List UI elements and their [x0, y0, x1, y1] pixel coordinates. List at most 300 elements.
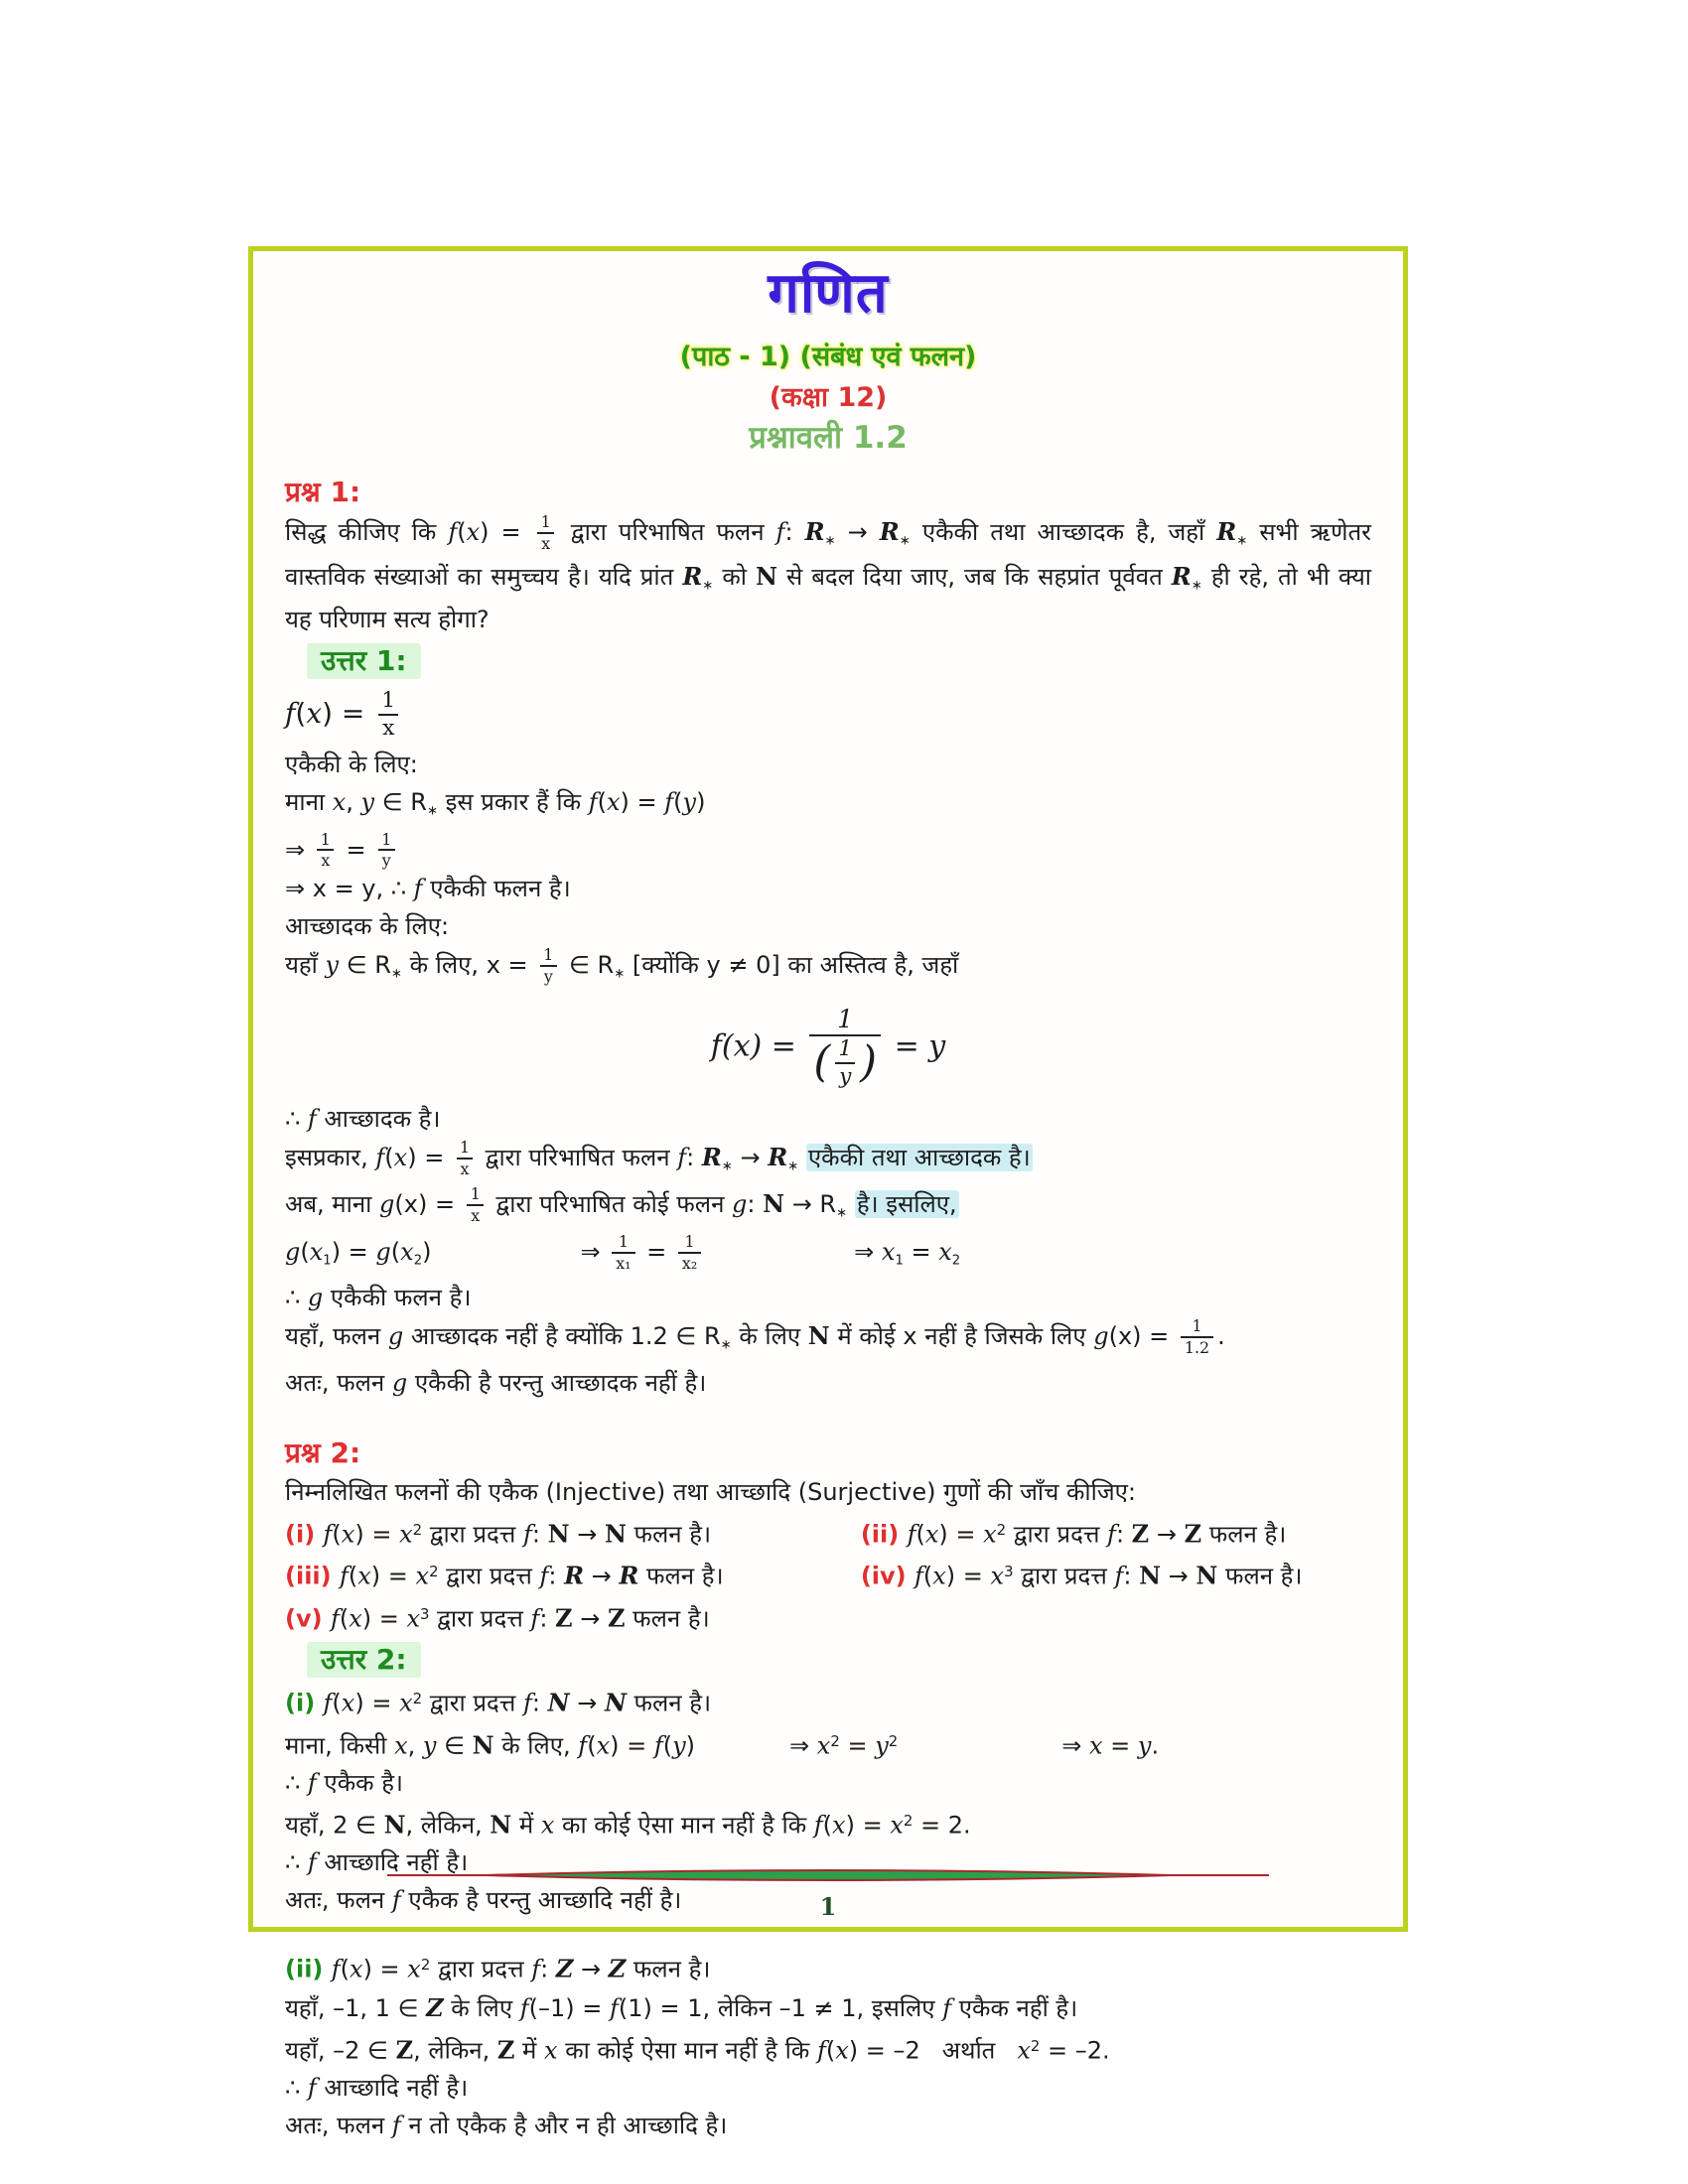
math-token: 2	[429, 1563, 439, 1581]
math-token: 2	[413, 1253, 423, 1269]
math-token: f	[307, 2074, 317, 2103]
text-run: (	[673, 787, 683, 816]
math-token: f	[530, 1604, 540, 1633]
math-token: x	[932, 1562, 946, 1590]
fraction-denominator: x₂	[678, 1252, 701, 1272]
text-run: )	[696, 787, 706, 816]
math-token: f	[1107, 1520, 1116, 1549]
text-run: से बदल दिया जाए, जब कि सहप्रांत पूर्ववत	[776, 562, 1172, 591]
text-run: ) =	[938, 1520, 984, 1549]
text-run: उत्तर 2:	[321, 1643, 407, 1677]
text-run: एकैकी है परन्तु आच्छादक नहीं है।	[407, 1368, 707, 1397]
text-run: (1) = 1, लेकिन –1 ≠ 1, इसलिए	[618, 1993, 943, 2022]
math-token: x	[306, 697, 323, 731]
answer-2-ii-final	[285, 2109, 1371, 2143]
fraction-numerator: 1	[543, 945, 554, 965]
text-run: फलन है।	[626, 1689, 712, 1717]
text-run: ) =	[620, 787, 665, 816]
text-run: एकैकी के लिए:	[285, 750, 418, 778]
subtitle-class: (कक्षा 12)	[769, 382, 888, 413]
text-run: एकैक है।	[316, 1768, 404, 1797]
answer-1-function-eq	[285, 690, 1371, 740]
text-run: ) =	[945, 1562, 991, 1590]
text-run: द्वारा प्रदत्त	[1006, 1520, 1108, 1549]
page-title: गणित	[768, 261, 889, 326]
fraction-numerator: 1	[837, 1004, 854, 1034]
math-token: x	[544, 2036, 558, 2065]
math-token: (v)	[285, 1604, 331, 1633]
math-token: f	[413, 875, 423, 903]
lens-divider-icon	[253, 1864, 1403, 1890]
text-run: द्वारा परिभाषित फलन	[558, 518, 776, 546]
text-run: :	[747, 1190, 764, 1219]
fraction-numerator: 1	[381, 688, 396, 714]
math-token: Z	[608, 1954, 627, 1983]
text-run: अतः, फलन	[285, 2112, 392, 2140]
text-run: (x) =	[1108, 1322, 1177, 1351]
question-2-items-row-2	[285, 1555, 1371, 1593]
text-run: द्वारा प्रदत्त	[430, 1955, 532, 1983]
text-run: ) =	[322, 697, 374, 731]
fraction-numerator: 1	[381, 829, 392, 849]
text-run: उत्तर 1:	[321, 644, 407, 678]
text-run: द्वारा प्रदत्त	[429, 1604, 531, 1633]
answer-label-pill	[307, 1642, 421, 1678]
fraction-numerator: 1	[618, 1231, 629, 1251]
text-run: (	[825, 2036, 836, 2065]
math-token: x	[406, 1604, 421, 1633]
text-run: ∴	[285, 1848, 308, 1877]
text-run: एकैकी फलन है।	[323, 1284, 472, 1312]
math-token: Z	[555, 1954, 574, 1983]
math-token: ∗	[1236, 533, 1248, 549]
fraction-denominator: x	[378, 714, 398, 740]
math-token: f	[307, 1848, 317, 1877]
math-token: (ii)	[860, 1520, 908, 1549]
math-token: R	[564, 1561, 585, 1590]
math-token: )	[860, 1037, 878, 1088]
text-run: ⇒	[580, 1237, 609, 1266]
text-run: (	[340, 1955, 351, 1983]
text-run: f(x) =	[710, 1028, 806, 1064]
math-token: x	[924, 1520, 939, 1549]
math-token: x	[832, 1811, 846, 1840]
math-token: x	[606, 787, 621, 816]
math-token: 2	[1030, 2036, 1041, 2055]
text-run: ∈ R	[561, 951, 615, 980]
math-token: ∗	[721, 1159, 733, 1174]
text-run: =	[839, 1730, 876, 1759]
math-token: 2	[888, 1731, 899, 1750]
math-token: f	[664, 787, 674, 816]
text-run: फलन है।	[638, 1562, 724, 1590]
math-token: R	[1216, 517, 1237, 546]
one-one-conclusion	[285, 872, 1371, 906]
math-token: N	[490, 1810, 512, 1840]
math-token: Z	[395, 2035, 414, 2065]
text-run: = 2.	[913, 1811, 971, 1840]
text-run: :	[548, 1562, 565, 1590]
text-run: यहाँ	[285, 951, 326, 980]
math-token: R	[804, 517, 825, 546]
math-token: y	[672, 1730, 686, 1759]
answer-2-ii-not-onto-reason	[285, 2029, 1371, 2068]
text-run: में	[511, 1811, 541, 1840]
math-token: x	[890, 1811, 904, 1840]
page-border-frame	[248, 246, 1408, 2140]
math-token: 2	[830, 1731, 840, 1750]
text-run: , लेकिन,	[413, 2036, 497, 2065]
one-one-step	[285, 829, 1371, 871]
math-token: x	[881, 1237, 896, 1266]
math-token: f	[330, 1604, 340, 1633]
math-token: R	[682, 561, 703, 591]
math-fraction	[612, 1231, 634, 1273]
math-token: x	[394, 1730, 408, 1759]
math-token: g	[379, 1190, 395, 1219]
answer-2-label	[285, 1642, 1371, 1679]
math-token: f	[331, 1955, 341, 1983]
text-run: →	[569, 1520, 605, 1549]
math-token: x	[309, 1237, 324, 1266]
math-token: x	[1088, 1730, 1103, 1759]
question-1-text	[285, 514, 1371, 637]
text-run: फलन है।	[626, 1520, 712, 1549]
math-token: N	[604, 1519, 627, 1549]
text-run: (	[300, 1237, 310, 1266]
text-run	[798, 1144, 806, 1171]
math-token: y	[875, 1730, 889, 1759]
math-token: f	[914, 1562, 923, 1590]
answer-label-pill	[307, 643, 421, 679]
text-run: का कोई ऐसा मान नहीं है कि	[554, 1811, 814, 1840]
text-run: ) =	[370, 1562, 416, 1590]
text-run: :	[784, 518, 805, 546]
onto-heading	[285, 909, 1371, 944]
question-2-items-row-1-right	[861, 1513, 1371, 1552]
math-token: x	[341, 1689, 355, 1717]
math-token: f	[1114, 1562, 1124, 1590]
text-run: →	[835, 518, 880, 546]
question-2-item-v	[285, 1597, 1371, 1636]
math-token: x	[407, 1955, 421, 1983]
fraction-denominator: y	[540, 965, 557, 985]
math-token: g	[375, 1237, 391, 1266]
text-run: द्वारा प्रदत्त	[422, 1689, 524, 1717]
text-run: द्वारा प्रदत्त	[422, 1520, 524, 1549]
text-run: →	[572, 1604, 608, 1633]
text-run: ∴	[285, 1768, 308, 1797]
one-one-assumption	[285, 785, 1371, 829]
fraction-denominator: x	[457, 1158, 474, 1177]
text-run: :	[531, 1689, 548, 1717]
g-one-one-steps	[285, 1231, 1371, 1278]
answer-2-ii-definition	[285, 1948, 1371, 1986]
text-run: निम्नलिखित फलनों की एकैक (Injective) तथा आच्छादि (Surjective) गुणों की जाँच कीजिए:	[285, 1477, 1136, 1506]
math-token: f	[448, 518, 458, 546]
highlighted-text	[855, 1190, 959, 1218]
math-fraction	[467, 1186, 485, 1224]
text-run: ⇒	[789, 1730, 817, 1759]
text-run: आच्छादि नहीं है।	[316, 2074, 469, 2103]
text-run: ) =	[354, 1689, 400, 1717]
math-token: y	[422, 1730, 437, 1759]
math-token: ∗	[702, 578, 714, 594]
question-2-items-row-2-left	[285, 1555, 861, 1593]
text-run: →	[1149, 1520, 1185, 1549]
text-run: ⇒	[1061, 1730, 1089, 1759]
text-run: =	[638, 1237, 674, 1266]
text-run: (	[915, 1520, 925, 1549]
text-run: ∈ R	[374, 787, 427, 816]
text-run: ) =	[354, 1520, 400, 1549]
question-2-items-row-1-left	[285, 1513, 861, 1552]
text-run: →	[573, 1955, 609, 1983]
math-token: f	[339, 1562, 349, 1590]
math-token: g	[732, 1190, 748, 1219]
one-one-heading	[285, 748, 1371, 782]
text-run: →	[584, 1562, 620, 1590]
text-run: (	[922, 1562, 933, 1590]
fraction-denominator: 1.2	[1181, 1336, 1213, 1356]
answer-1-final	[285, 1366, 1371, 1401]
math-token: f	[942, 1993, 952, 2022]
math-token: (iv)	[860, 1562, 914, 1590]
answer-2-i-injective	[285, 1766, 1371, 1801]
question-2-text	[285, 1475, 1371, 1510]
text-run: फलन है।	[625, 1604, 710, 1633]
text-run: प्रश्न 1:	[285, 476, 361, 508]
fraction-denominator	[809, 1034, 881, 1087]
text-run: में	[514, 2036, 545, 2065]
text-run: एकैकी तथा आच्छादक है।	[807, 1143, 1031, 1171]
math-token: g	[391, 1368, 408, 1397]
text-run: (	[597, 787, 607, 816]
text-run: इस प्रकार हैं कि	[438, 787, 589, 816]
text-run: (	[332, 1520, 342, 1549]
text-run: ) =	[362, 1955, 408, 1983]
math-token: 2	[951, 1253, 961, 1269]
text-run: इसप्रकार,	[285, 1143, 376, 1171]
text-run: (	[822, 1811, 833, 1840]
math-fraction	[377, 690, 399, 740]
math-token: x	[393, 1143, 408, 1171]
math-fraction	[539, 947, 557, 985]
math-token: N	[756, 561, 777, 591]
text-run: माना	[285, 787, 333, 816]
text-run: :	[1115, 1520, 1132, 1549]
text-run: आच्छादक नहीं है क्योंकि 1.2 ∈ R	[403, 1322, 721, 1351]
fraction-numerator: 1	[540, 512, 551, 532]
math-token: R	[619, 1561, 639, 1590]
text-run: के लिए,	[493, 1730, 579, 1759]
math-token: f	[285, 697, 296, 731]
math-token: f	[391, 2112, 401, 2140]
math-fraction	[456, 1137, 474, 1178]
answer-2-i-not-onto-reason	[285, 1804, 1371, 1843]
math-token: f	[813, 1811, 823, 1840]
text-run: एकैक है परन्तु आच्छादि नहीं है।	[400, 1886, 682, 1915]
text-run: एकैक नहीं है।	[951, 1993, 1078, 2022]
text-run: ,	[346, 787, 361, 816]
text-run: ∴	[285, 2074, 308, 2103]
math-token: (i)	[285, 1689, 324, 1717]
text-run: का कोई ऐसा मान नहीं है कि	[557, 2036, 817, 2065]
text-run: ∈ R	[339, 951, 391, 980]
math-token: ∗	[426, 803, 439, 819]
math-fraction	[834, 1038, 856, 1087]
text-run: →	[1161, 1562, 1196, 1590]
text-run: (x) =	[394, 1190, 463, 1219]
math-token: f	[907, 1520, 916, 1549]
math-fraction	[1181, 1318, 1213, 1356]
text-run: ) =	[610, 1730, 654, 1759]
math-token: x	[938, 1237, 952, 1266]
math-token: 2	[412, 1690, 423, 1708]
text-run: (	[587, 1730, 597, 1759]
math-token: R	[1171, 561, 1192, 591]
math-token: N	[472, 1729, 494, 1759]
math-fraction	[317, 829, 335, 871]
text-run: द्वारा प्रदत्त	[1013, 1562, 1115, 1590]
question-2-items-row-2-right	[861, 1555, 1371, 1593]
math-token: N	[547, 1519, 570, 1549]
text-run: :	[686, 1143, 702, 1171]
math-token: x	[349, 1604, 362, 1633]
math-token: Z	[496, 2035, 515, 2065]
text-run: =	[1102, 1730, 1138, 1759]
text-run: (	[457, 518, 467, 546]
text-run: को	[713, 562, 757, 591]
math-token: f	[375, 1143, 385, 1171]
fraction-numerator: 1	[1192, 1316, 1202, 1336]
math-token: f	[391, 1886, 401, 1915]
math-token: N	[383, 1810, 406, 1840]
text-run: .	[1217, 1322, 1225, 1351]
math-token: N	[604, 1688, 627, 1717]
text-run: ∴	[285, 1284, 308, 1312]
math-token: x	[399, 1520, 413, 1549]
text-run: = y	[885, 1028, 946, 1064]
text-run: ,	[407, 1730, 423, 1759]
math-fraction	[809, 1004, 881, 1089]
onto-existence	[285, 947, 1371, 991]
math-token: y	[325, 951, 340, 980]
math-token: x	[350, 1955, 363, 1983]
text-run: :	[531, 1520, 548, 1549]
answer-1-label	[285, 643, 1371, 680]
text-run: के लिए	[443, 1993, 520, 2022]
question-2-label	[285, 1434, 1371, 1472]
text-run: :	[540, 1955, 556, 1983]
math-token: x	[816, 1730, 831, 1759]
math-token: 1	[323, 1253, 332, 1269]
text-run: ही रहे, तो भी क्या यह परिणाम सत्य होगा?	[285, 562, 1371, 634]
fraction-denominator: x	[537, 532, 554, 552]
math-fraction	[537, 514, 555, 552]
text-run: = –2.	[1040, 2036, 1110, 2065]
text-run: यहाँ, फलन	[285, 1322, 388, 1351]
summary-f	[285, 1137, 1371, 1184]
math-token: f	[307, 1768, 317, 1797]
text-run: के लिए, x =	[401, 951, 536, 980]
text-run: :	[539, 1604, 556, 1633]
fraction-numerator: 1	[838, 1036, 853, 1062]
onto-display-eq	[285, 1004, 1371, 1089]
text-run: (	[339, 1604, 350, 1633]
math-token: ∗	[787, 1159, 799, 1174]
math-token: x	[835, 2036, 849, 2065]
math-token: f	[775, 518, 785, 546]
math-token: f	[323, 1689, 333, 1717]
text-run: .	[1151, 1730, 1160, 1759]
math-token: (ii)	[285, 1955, 332, 1983]
text-run: =	[903, 1237, 939, 1266]
math-token: x	[596, 1730, 611, 1759]
math-token: Z	[1184, 1519, 1202, 1549]
text-run: ) = –2	[848, 2036, 920, 2065]
math-token: R	[701, 1142, 722, 1171]
text-run: आच्छादक है।	[316, 1104, 441, 1133]
text-run: →	[732, 1143, 769, 1171]
math-token: f	[523, 1520, 532, 1549]
math-token: f	[323, 1520, 333, 1549]
math-token: ∗	[614, 966, 626, 982]
math-token: N	[1196, 1561, 1218, 1590]
fraction-denominator: y	[835, 1062, 855, 1088]
math-token: Z	[555, 1603, 573, 1633]
text-run: =	[338, 835, 374, 864]
g-one-one-conclusion	[285, 1281, 1371, 1315]
question-1-label	[285, 474, 1371, 511]
text-run: फलन है।	[1217, 1562, 1303, 1590]
math-token: f	[677, 1143, 687, 1171]
text-run: [क्योंकि y ≠ 0] का अस्तित्व है, जहाँ	[625, 951, 959, 980]
text-run: अतः, फलन	[285, 1886, 392, 1915]
math-token: x	[1017, 2036, 1031, 2065]
text-run: द्वारा परिभाषित कोई फलन	[488, 1190, 733, 1219]
text-run: यहाँ, 2 ∈	[285, 1811, 384, 1840]
text-run: अतः, फलन	[285, 1368, 392, 1397]
math-token: y	[682, 787, 697, 816]
question-2-items-row-1	[285, 1513, 1371, 1552]
math-token: g	[285, 1237, 301, 1266]
text-run: द्वारा परिभाषित फलन	[478, 1143, 678, 1171]
math-token: x	[357, 1562, 371, 1590]
answer-2-i-steps	[285, 1724, 1371, 1763]
math-token: ∗	[836, 1205, 848, 1221]
math-token: ∗	[824, 533, 836, 549]
math-fraction	[678, 1231, 701, 1273]
fraction-denominator: x₁	[612, 1252, 634, 1272]
math-token: ∗	[1191, 578, 1202, 594]
math-token: g	[307, 1284, 324, 1312]
math-token: f	[578, 1730, 588, 1759]
text-run: ⇒	[854, 1237, 882, 1266]
text-run: ⇒	[285, 835, 313, 864]
text-run: ∈	[436, 1730, 473, 1759]
math-token: N	[547, 1688, 570, 1717]
math-fraction	[377, 829, 395, 871]
text-run: (	[384, 1143, 394, 1171]
math-token: (iii)	[285, 1562, 340, 1590]
math-token: x	[983, 1520, 997, 1549]
text-run: आच्छादि नहीं है।	[316, 1848, 469, 1877]
math-token: x	[341, 1520, 355, 1549]
text-run: ) =	[845, 1811, 891, 1840]
text-run: माना, किसी	[285, 1730, 395, 1759]
text-run: )	[685, 1730, 696, 1759]
